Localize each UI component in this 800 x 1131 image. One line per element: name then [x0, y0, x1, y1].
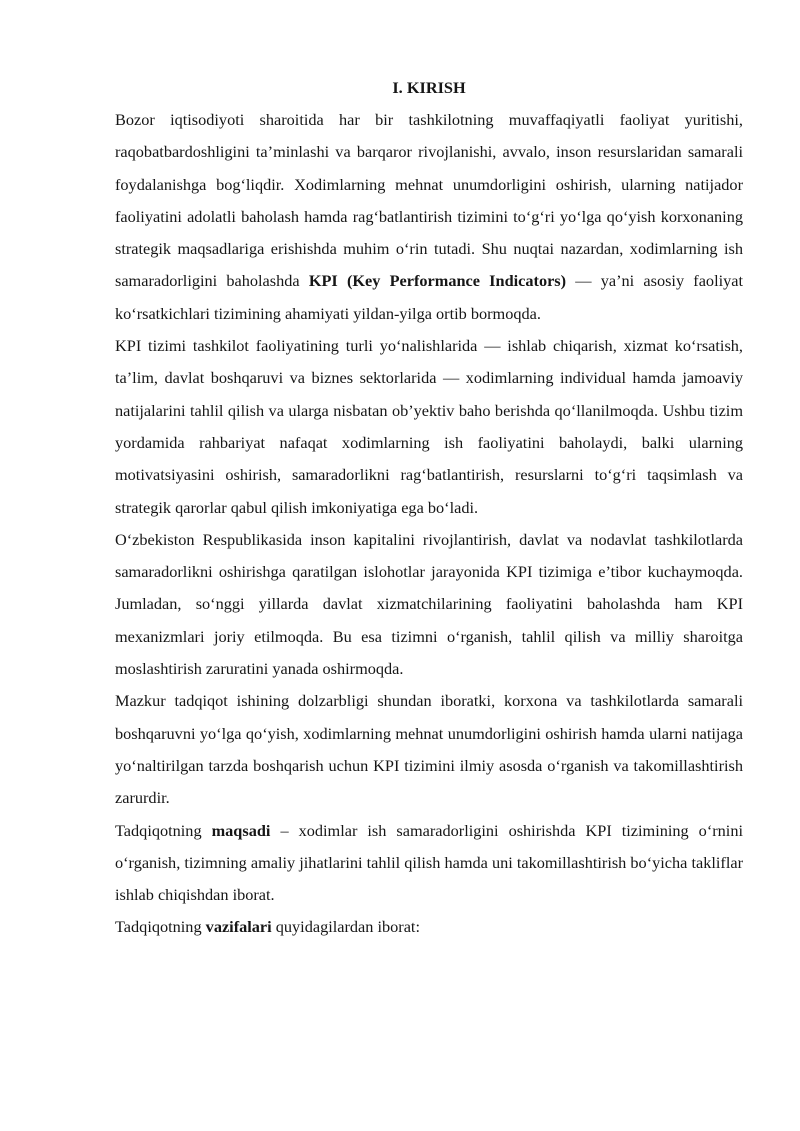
paragraph-text: — ya’ni asosiy faoliyat ko‘rsatkichlari tizimining ahamiyati yildan-yilga ortib bormoqda. [115, 271, 744, 323]
paragraph-text: – xodimlar ish samaradorligini oshirishda KPI tizimining o‘rnini o‘rganish, tizimning amaliy jihatlarini tahlil qilish hamda uni takomillashtirish bo‘yicha takliflar ishlab chiqishdan iborat. [115, 820, 743, 905]
paragraph-text: quyidagilardan iborat: [271, 917, 420, 937]
paragraph-text: Tadqiqotning [115, 917, 206, 937]
kpi-term: KPI (Key Performance Indicators) [308, 271, 567, 291]
tasks-term: vazifalari [205, 917, 272, 937]
paragraph-goal [115, 815, 743, 912]
paragraph-tasks [115, 911, 743, 943]
paragraph-text: Bozor iqtisodiyoti sharoitida har bir tashkilotning muvaffaqiyatli faoliyat yuritishi, raqobatbardoshligini ta’minlashi va barqaror rivojlanishi, avvalo, inson resurslaridan samarali foydalanishga bog‘liqdir. Xodimlarning mehnat unumdorligini oshirish, ularning natijador faoliyatini adolatli baholash hamda rag‘batlantirish tizimini to‘g‘ri yo‘lga qo‘yish korxonaning strategik maqsadlariga erishishda muhim o‘rin tutadi. Shu nuqtai nazardan, xodimlarning ish samaradorligini baholashda [115, 110, 743, 291]
paragraph-introduction [115, 104, 743, 330]
goal-term: maqsadi [211, 820, 271, 840]
paragraph-uzbekistan: O‘zbekiston Respublikasida inson kapitalini rivojlantirish, davlat va nodavlat tashkilotlarda samaradorlikni oshirishga qaratilgan islohotlar jarayonida KPI tizimiga e’tibor kuchaymoqda. Jumladan, so‘nggi yillarda davlat xizmatchilarining faoliyatini baholashda ham KPI mexanizmlari joriy etilmoqda. Bu esa tizimni o‘rganish, tahlil qilish va milliy sharoitga moslashtirish zaruratini yanada oshirmoqda. [115, 529, 743, 679]
paragraph-relevance: Mazkur tadqiqot ishining dolzarbligi shundan iboratki, korxona va tashkilotlarda samarali boshqaruvni yo‘lga qo‘yish, xodimlarning mehnat unumdorligini oshirish hamda ularni natijaga yo‘naltirilgan tarzda boshqarish uchun KPI tizimini ilmiy asosda o‘rganish va takomillashtirish zarurdir. [115, 691, 743, 808]
section-heading: I. KIRISH [392, 78, 466, 97]
document-page [115, 72, 743, 944]
paragraph-text: Tadqiqotning [115, 820, 212, 840]
paragraph-kpi-usage: KPI tizimi tashkilot faoliyatining turli yo‘nalishlarida — ishlab chiqarish, xizmat ko‘rsatish, ta’lim, davlat boshqaruvi va biznes sektorlarida — xodimlarning individual hamda jamoaviy natijalarini tahlil qilish va ularga nisbatan ob’yektiv baho berishda qo‘llanilmoqda. Ushbu tizim yordamida rahbariyat nafaqat xodimlarning ish faoliyatini baholaydi, balki ularning motivatsiyasini oshirish, samaradorlikni rag‘batlantirish, resurslarni to‘g‘ri taqsimlash va strategik qarorlar qabul qilish imkoniyatiga ega bo‘ladi. [115, 336, 743, 517]
